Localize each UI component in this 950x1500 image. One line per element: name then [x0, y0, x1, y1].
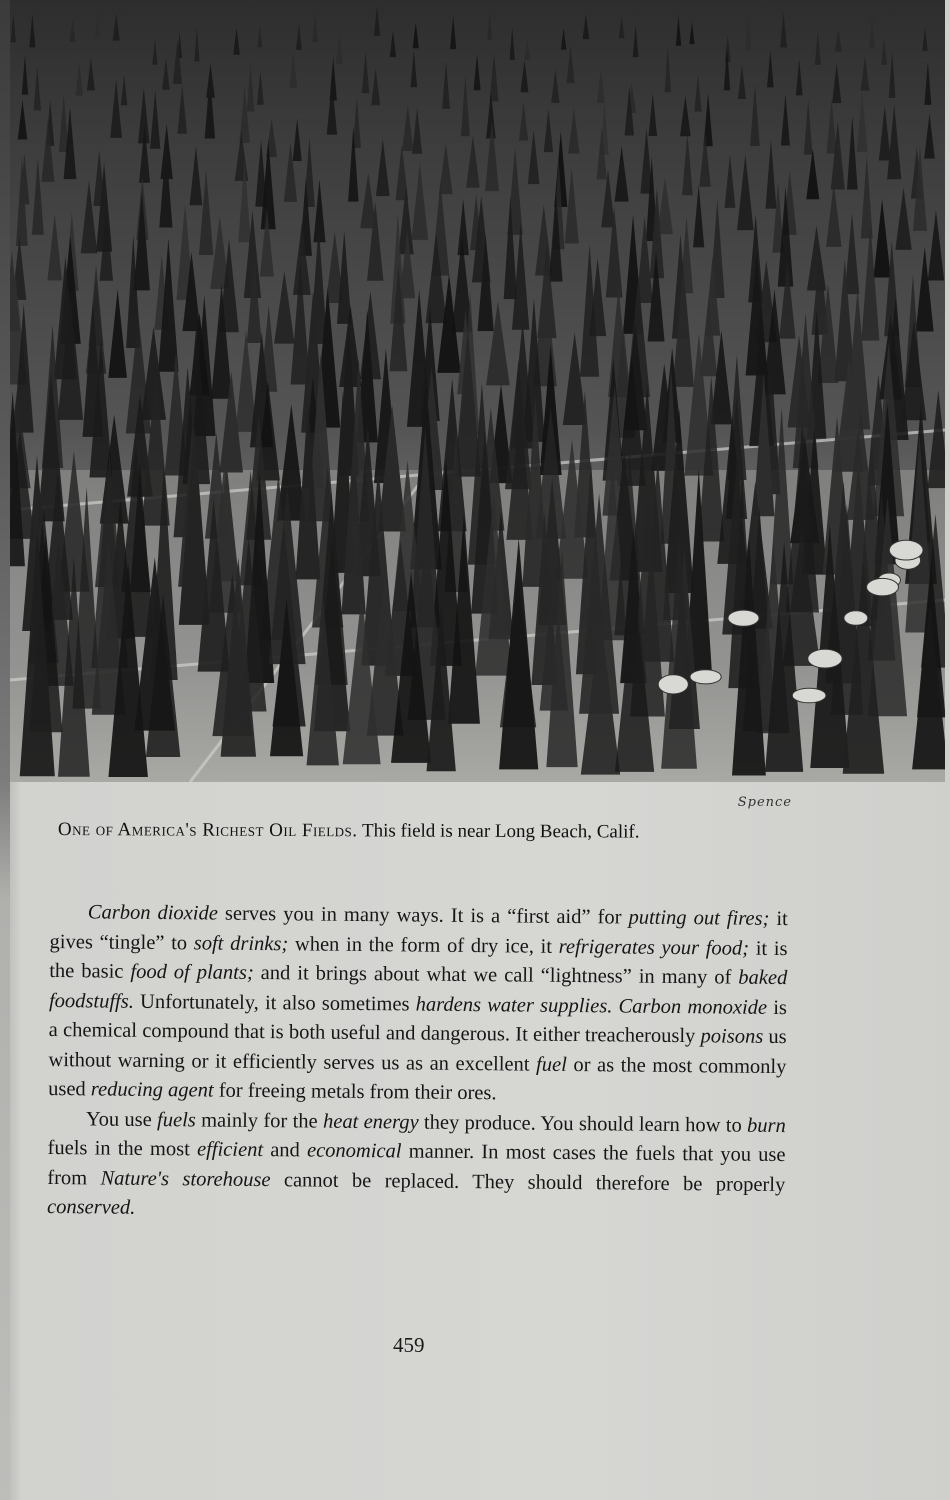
oil-derrick: [374, 6, 380, 36]
oil-derrick: [568, 108, 579, 153]
text-run: or as the most commonly used: [48, 1053, 787, 1101]
body-text: [47, 898, 788, 1230]
oil-derrick: [901, 320, 926, 420]
oil-derrick: [544, 109, 553, 152]
term: economical: [306, 1139, 402, 1163]
text-run: is a chemical compound that is both useful and dangerous. It either treacherously: [48, 996, 788, 1048]
paragraph-fuels: [47, 1104, 786, 1229]
storage-tank: [808, 649, 842, 668]
oil-derrick: [665, 45, 671, 92]
text-run: when in the form of dry ice, it: [288, 932, 559, 958]
storage-tank: [658, 675, 688, 694]
term: heat energy: [322, 1110, 419, 1134]
oil-derrick: [889, 51, 896, 98]
term: putting out fires;: [628, 906, 770, 930]
oil-derrick: [390, 31, 396, 58]
term: refrigerates your food;: [558, 935, 750, 960]
oil-derrick: [257, 71, 264, 105]
term: burn: [746, 1114, 786, 1137]
text-run: and it brings about what we call “lightness” in many of: [253, 961, 739, 989]
oil-derrick: [257, 25, 262, 47]
oil-derrick: [410, 50, 417, 87]
paragraph-carbon: [48, 898, 788, 1112]
page-number: 459: [393, 1333, 425, 1357]
term: fuel: [535, 1053, 567, 1076]
oil-derrick: [927, 390, 945, 488]
term: hardens water supplies.: [415, 993, 613, 1017]
text-run: us without warning or it efficiently serves us as an excellent: [48, 1025, 787, 1076]
oil-derrick: [806, 149, 819, 199]
oil-derrick: [87, 58, 95, 91]
oil-derrick: [832, 64, 841, 104]
oil-derrick: [199, 170, 213, 255]
oil-derrick: [190, 146, 203, 205]
oil-derrick: [767, 51, 774, 87]
oil-derrick: [439, 144, 453, 195]
storage-tank: [889, 540, 923, 560]
oil-derrick: [680, 96, 691, 137]
text-run: they produce. You should learn how to: [418, 1111, 748, 1137]
oil-derrick: [694, 75, 701, 112]
oil-derrick: [159, 145, 172, 228]
book-binding-edge: [0, 0, 10, 1500]
oil-derrick: [330, 57, 337, 100]
oil-derrick: [11, 13, 16, 42]
oil-derrick: [69, 20, 75, 42]
oil-derrick: [895, 188, 911, 250]
storage-tank: [844, 611, 868, 626]
text-run: serves you in many ways. It is a “first aid” for: [217, 902, 629, 929]
text-run: for freeing metals from their ores.: [213, 1079, 497, 1105]
oil-derricks-illustration: [10, 0, 945, 782]
oil-derrick: [293, 118, 302, 161]
oil-derrick: [869, 16, 875, 48]
oil-derrick: [274, 271, 294, 344]
oil-derrick: [402, 105, 414, 151]
oil-derrick: [371, 68, 380, 105]
oil-derrick: [473, 54, 480, 90]
caption-lead: One of America's Richest Oil Fields.: [57, 819, 358, 842]
oil-derrick: [461, 76, 470, 137]
oil-derrick: [34, 66, 41, 110]
term: poisons: [700, 1025, 764, 1048]
oil-derrick: [524, 39, 530, 60]
oil-derrick: [682, 134, 693, 196]
oil-derrick: [412, 108, 422, 154]
oil-derrick: [648, 94, 657, 136]
oil-derrick: [551, 69, 559, 103]
oil-derrick: [520, 60, 528, 93]
oil-derrick: [519, 102, 528, 140]
oil-derrick: [458, 199, 469, 255]
text-run: Unfortunately, it also sometimes: [133, 990, 416, 1016]
oil-derrick: [676, 16, 681, 46]
oil-derrick: [113, 13, 120, 40]
oil-derrick: [737, 155, 754, 231]
oil-derrick: [845, 213, 860, 294]
storage-tank: [867, 578, 899, 596]
oil-derrick: [162, 58, 170, 90]
text-run: cannot be replaced. They should therefore be properly: [270, 1168, 786, 1196]
oil-derrick: [873, 199, 890, 277]
oil-derrick: [780, 13, 787, 48]
text-run: fuels in the most: [47, 1136, 198, 1161]
storage-tank: [728, 610, 759, 626]
oil-derrick: [861, 56, 870, 90]
oil-derrick: [205, 76, 215, 139]
oil-derrick: [766, 140, 777, 209]
oil-derrick: [796, 59, 803, 95]
text-run: and: [262, 1139, 308, 1162]
oil-derrick: [745, 16, 751, 50]
oil-derrick: [693, 185, 704, 248]
oil-derrick: [22, 55, 29, 95]
oil-derrick: [615, 146, 629, 202]
oil-derrick: [313, 179, 325, 242]
oil-derrick: [32, 157, 44, 234]
oil-derrick: [815, 31, 821, 65]
term: conserved.: [46, 1195, 136, 1219]
oil-derrick: [857, 92, 868, 152]
term: baked foodstuffs.: [48, 966, 788, 1013]
photo-credit: Spence: [737, 795, 792, 810]
oil-derrick: [826, 99, 836, 154]
term: fuels: [157, 1108, 196, 1131]
oil-derrick: [413, 22, 419, 48]
oil-derrick: [233, 28, 240, 55]
oil-derrick: [411, 163, 428, 240]
figure-caption: [58, 819, 818, 844]
oil-derrick: [290, 51, 297, 87]
oil-derrick: [887, 105, 901, 180]
oil-derrick: [121, 75, 128, 105]
oil-derrick: [861, 224, 879, 341]
oil-field-photo: [10, 0, 945, 782]
oil-derrick: [826, 183, 842, 247]
term: Nature's storehouse: [100, 1166, 271, 1191]
oil-derrick: [597, 68, 605, 104]
oil-derrick: [95, 9, 100, 37]
oil-derrick: [247, 63, 255, 111]
oil-derrick: [924, 62, 931, 105]
oil-derrick: [807, 226, 826, 291]
text-run: it gives “tingle” to: [49, 907, 788, 954]
text-run: mainly for the: [195, 1108, 324, 1133]
term: food of plants;: [130, 960, 254, 984]
oil-derrick: [561, 28, 566, 50]
oil-derrick: [442, 61, 450, 109]
oil-derrick: [152, 40, 157, 65]
oil-derrick: [450, 16, 456, 49]
oil-derrick: [689, 22, 694, 44]
oil-derrick: [466, 136, 480, 188]
oil-derrick: [633, 26, 639, 58]
oil-derrick: [487, 15, 492, 40]
oil-derrick: [362, 52, 369, 93]
oil-derrick: [510, 27, 515, 60]
oil-derrick: [296, 24, 302, 50]
oil-derrick: [18, 100, 28, 140]
oil-derrick: [108, 289, 127, 378]
term: Carbon dioxide: [87, 901, 218, 925]
text-run: it is the basic: [49, 937, 788, 983]
oil-derrick: [879, 106, 891, 160]
oil-derrick: [619, 16, 625, 38]
oil-derrick: [177, 84, 187, 133]
oil-derrick: [134, 191, 150, 291]
oil-derrick: [924, 114, 935, 159]
oil-derrick: [567, 44, 575, 83]
oil-derrick: [312, 15, 317, 42]
storage-tank: [792, 688, 826, 703]
oil-derrick: [150, 91, 160, 149]
oil-derrick: [750, 84, 760, 146]
oil-derrick: [922, 27, 927, 50]
oil-derrick: [804, 100, 813, 155]
oil-derrick: [781, 94, 790, 145]
term: Carbon monoxide: [618, 994, 768, 1019]
oil-derrick: [81, 180, 98, 253]
oil-derrick: [847, 116, 858, 190]
oil-derrick: [110, 80, 122, 138]
term: reducing agent: [90, 1078, 214, 1102]
storage-tank: [690, 670, 721, 684]
oil-derrick: [738, 64, 746, 99]
oil-derrick: [583, 14, 590, 39]
oil-derrick: [928, 210, 944, 280]
text-run: You use: [85, 1107, 158, 1131]
oil-derrick: [528, 130, 540, 184]
term: soft drinks;: [193, 931, 289, 955]
term: efficient: [196, 1138, 264, 1162]
oil-derrick: [535, 205, 552, 276]
oil-derrick: [336, 32, 343, 64]
oil-derrick: [861, 155, 873, 239]
oil-derrick: [194, 28, 199, 62]
text-run: manner. In most cases the fuels that you use from: [47, 1140, 786, 1189]
oil-derrick: [75, 63, 83, 96]
oil-derrick: [376, 139, 390, 196]
oil-derrick: [47, 214, 62, 280]
oil-derrick: [835, 30, 842, 52]
oil-derrick: [29, 14, 35, 47]
oil-derrick: [725, 155, 736, 208]
caption-text: This field is near Long Beach, Calif.: [357, 820, 640, 843]
oil-derrick: [881, 39, 887, 65]
